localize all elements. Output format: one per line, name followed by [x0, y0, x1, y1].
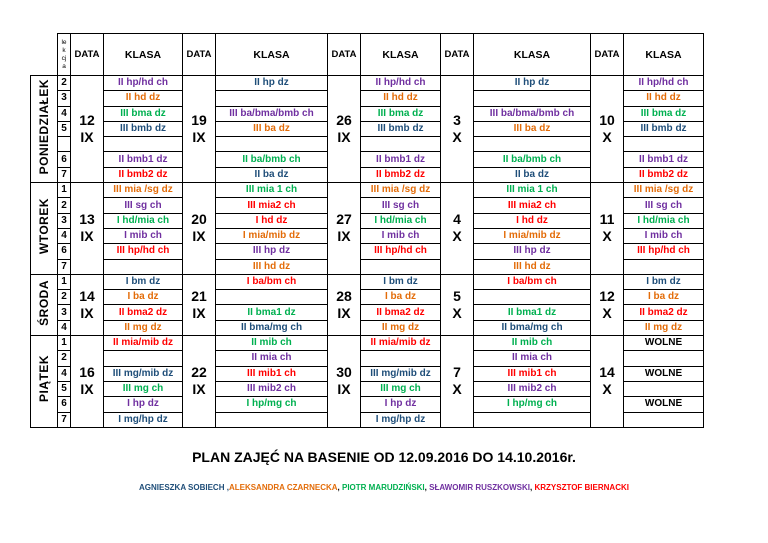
class-cell: I ba/bm ch — [216, 274, 328, 289]
header-data: DATA — [328, 34, 361, 76]
lesson-number: 4 — [58, 228, 71, 243]
day-name: WTOREK — [37, 197, 51, 255]
class-cell: I mia/mib dz — [216, 228, 328, 243]
class-cell: I hd/mia ch — [104, 213, 183, 228]
date-day: 30 — [336, 364, 352, 381]
lesson-number: 2 — [58, 198, 71, 213]
header-data: DATA — [183, 34, 216, 76]
date-day: 14 — [599, 364, 615, 381]
date-month: IX — [337, 129, 351, 146]
class-cell — [216, 91, 328, 106]
class-cell: III mg/mib dz — [104, 366, 183, 381]
class-cell — [104, 351, 183, 366]
class-cell: III hp dz — [474, 244, 591, 259]
class-cell: III bma dz — [104, 106, 183, 121]
class-cell: III ba dz — [216, 121, 328, 136]
class-cell: III hd dz — [216, 259, 328, 274]
class-cell — [361, 259, 441, 274]
date-cell — [591, 336, 624, 428]
class-cell: I hp dz — [361, 397, 441, 412]
class-cell: II mg dz — [361, 320, 441, 335]
date-day: 12 — [79, 112, 95, 129]
class-cell: I ba dz — [104, 290, 183, 305]
class-cell — [624, 259, 704, 274]
date-day: 20 — [191, 211, 207, 228]
class-cell: I hd/mia ch — [624, 213, 704, 228]
class-cell: I ba dz — [624, 290, 704, 305]
header-lekcja-part: k — [62, 47, 66, 54]
class-cell: I mib ch — [361, 228, 441, 243]
class-cell: II hp/hd ch — [104, 76, 183, 91]
header-klasa: KLASA — [624, 34, 704, 76]
date-day: 3 — [453, 112, 461, 129]
class-cell: II bma/mg ch — [216, 320, 328, 335]
class-cell: I mib ch — [104, 228, 183, 243]
date-cell — [441, 336, 474, 428]
date-month: X — [602, 304, 612, 321]
header-klasa: KLASA — [474, 34, 591, 76]
class-cell — [474, 412, 591, 427]
date-day: 7 — [453, 364, 461, 381]
class-cell: II mib ch — [474, 336, 591, 351]
class-cell: III mia /sg dz — [624, 183, 704, 198]
date-cell — [71, 76, 104, 183]
date-cell — [183, 183, 216, 275]
class-cell — [216, 137, 328, 152]
class-cell: WOLNE — [624, 397, 704, 412]
class-cell: III mia /sg dz — [104, 183, 183, 198]
date-day: 21 — [191, 287, 207, 304]
class-cell: II ba/bmb ch — [474, 152, 591, 167]
header-lekcja — [58, 34, 71, 76]
class-cell: II bma2 dz — [104, 305, 183, 320]
class-cell: III mia2 ch — [216, 198, 328, 213]
schedule-row — [31, 336, 704, 351]
date-month: IX — [337, 304, 351, 321]
class-cell: II ba/bmb ch — [216, 152, 328, 167]
class-cell: WOLNE — [624, 366, 704, 381]
class-cell — [624, 351, 704, 366]
date-cell — [328, 336, 361, 428]
date-cell — [183, 274, 216, 335]
class-cell: III ba/bma/bmb ch — [216, 106, 328, 121]
class-cell: II bma2 dz — [624, 305, 704, 320]
class-cell: I ba dz — [361, 290, 441, 305]
class-cell: II bma1 dz — [216, 305, 328, 320]
date-day: 12 — [599, 287, 615, 304]
header-lekcja-part: a — [62, 63, 66, 70]
class-cell: I hp/mg ch — [216, 397, 328, 412]
lesson-number: 6 — [58, 152, 71, 167]
date-month: X — [602, 129, 612, 146]
teacher-name: , — [424, 483, 430, 492]
class-cell: II mg dz — [104, 320, 183, 335]
date-month: IX — [192, 304, 206, 321]
class-cell: I ba/bm ch — [474, 274, 591, 289]
class-cell: I bm dz — [624, 274, 704, 289]
class-cell — [104, 137, 183, 152]
class-cell: III mia 1 ch — [474, 183, 591, 198]
date-day: 10 — [599, 112, 615, 129]
class-cell: II bma2 dz — [361, 305, 441, 320]
class-cell — [361, 351, 441, 366]
date-day: 4 — [453, 211, 461, 228]
lesson-number: 2 — [58, 351, 71, 366]
date-cell — [71, 183, 104, 275]
class-cell — [474, 91, 591, 106]
lesson-number: 4 — [58, 106, 71, 121]
day-label — [31, 274, 58, 335]
class-cell: II bma/mg ch — [474, 320, 591, 335]
date-day: 16 — [79, 364, 95, 381]
class-cell: II bmb2 dz — [104, 167, 183, 182]
date-month: X — [452, 228, 462, 245]
class-cell: III ba/bma/bmb ch — [474, 106, 591, 121]
class-cell: I hd dz — [216, 213, 328, 228]
date-month: IX — [337, 228, 351, 245]
teacher-name: , — [530, 483, 535, 492]
date-cell — [591, 183, 624, 275]
class-cell — [216, 290, 328, 305]
teacher-name: , — [337, 483, 342, 492]
class-cell: III sg ch — [104, 198, 183, 213]
header-lekcja-part: cj — [61, 55, 67, 62]
lesson-number: 1 — [58, 336, 71, 351]
header-corner — [31, 34, 58, 76]
date-month: IX — [337, 381, 351, 398]
class-cell: III mib2 ch — [474, 381, 591, 396]
class-cell: III hp/hd ch — [104, 244, 183, 259]
schedule-table — [30, 33, 704, 428]
class-cell: WOLNE — [624, 336, 704, 351]
lesson-number: 2 — [58, 290, 71, 305]
class-cell: III bma dz — [361, 106, 441, 121]
lesson-number: 3 — [58, 305, 71, 320]
date-cell — [328, 183, 361, 275]
lesson-number: 6 — [58, 244, 71, 259]
lesson-number: 5 — [58, 381, 71, 396]
date-cell — [441, 76, 474, 183]
class-cell: II bmb2 dz — [624, 167, 704, 182]
date-day: 27 — [336, 211, 352, 228]
class-cell: III hd dz — [474, 259, 591, 274]
day-name: PIĄTEK — [37, 355, 51, 403]
date-day: 5 — [453, 287, 461, 304]
class-cell: II ba dz — [474, 167, 591, 182]
teacher-name: AGNIESZKA SOBIECH , — [139, 483, 229, 492]
class-cell: II hd dz — [104, 91, 183, 106]
date-day: 26 — [336, 112, 352, 129]
class-cell: I mg/hp dz — [104, 412, 183, 427]
date-cell — [441, 183, 474, 275]
class-cell: I hp dz — [104, 397, 183, 412]
header-data: DATA — [591, 34, 624, 76]
date-month: IX — [192, 228, 206, 245]
date-cell — [328, 76, 361, 183]
date-day: 13 — [79, 211, 95, 228]
schedule-row — [31, 274, 704, 289]
class-cell: II hp dz — [216, 76, 328, 91]
class-cell: II mia/mib dz — [104, 336, 183, 351]
class-cell: I bm dz — [104, 274, 183, 289]
class-cell: III sg ch — [361, 198, 441, 213]
lesson-number — [58, 137, 71, 152]
class-cell: III bma dz — [624, 106, 704, 121]
date-month: X — [602, 381, 612, 398]
class-cell: III hp dz — [216, 244, 328, 259]
class-cell: I mg/hp dz — [361, 412, 441, 427]
class-cell — [361, 137, 441, 152]
header-data: DATA — [71, 34, 104, 76]
class-cell: III hp/hd ch — [361, 244, 441, 259]
date-cell — [591, 76, 624, 183]
class-cell: III bmb dz — [361, 121, 441, 136]
class-cell: III mg ch — [361, 381, 441, 396]
class-cell — [474, 137, 591, 152]
schedule-row — [31, 183, 704, 198]
class-cell: II hp/hd ch — [361, 76, 441, 91]
lesson-number: 4 — [58, 320, 71, 335]
date-cell — [328, 274, 361, 335]
date-month: IX — [192, 381, 206, 398]
teachers-line — [0, 483, 768, 492]
class-cell: III mg ch — [104, 381, 183, 396]
lesson-number: 5 — [58, 121, 71, 136]
header-klasa: KLASA — [361, 34, 441, 76]
date-month: IX — [192, 129, 206, 146]
class-cell: II hp/hd ch — [624, 76, 704, 91]
class-cell: I hd/mia ch — [361, 213, 441, 228]
class-cell: III mg/mib dz — [361, 366, 441, 381]
date-day: 22 — [191, 364, 207, 381]
lesson-number: 1 — [58, 274, 71, 289]
day-label — [31, 76, 58, 183]
class-cell: II bma1 dz — [474, 305, 591, 320]
class-cell: II hd dz — [624, 91, 704, 106]
class-cell: III mia /sg dz — [361, 183, 441, 198]
date-cell — [71, 274, 104, 335]
date-month: X — [452, 304, 462, 321]
class-cell: I hp/mg ch — [474, 397, 591, 412]
date-month: IX — [80, 129, 94, 146]
date-month: X — [452, 381, 462, 398]
date-day: 11 — [599, 211, 615, 228]
date-cell — [71, 336, 104, 428]
date-cell — [183, 336, 216, 428]
class-cell: I mia/mib dz — [474, 228, 591, 243]
lesson-number: 7 — [58, 412, 71, 427]
page-title: PLAN ZAJĘĆ NA BASENIE OD 12.09.2016 DO 14.10.2016r. — [192, 449, 576, 465]
date-cell — [591, 274, 624, 335]
class-cell: I bm dz — [361, 274, 441, 289]
teacher-name: PIOTR MARUDZIŃSKI — [341, 483, 425, 492]
header-row — [31, 34, 704, 76]
lesson-number: 6 — [58, 397, 71, 412]
header-klasa: KLASA — [104, 34, 183, 76]
class-cell: II hp dz — [474, 76, 591, 91]
lesson-number: 1 — [58, 183, 71, 198]
date-month: IX — [80, 304, 94, 321]
lesson-number: 3 — [58, 91, 71, 106]
class-cell: I mib ch — [624, 228, 704, 243]
date-month: IX — [80, 228, 94, 245]
class-cell: II mia ch — [216, 351, 328, 366]
date-month: X — [452, 129, 462, 146]
class-cell: I hd dz — [474, 213, 591, 228]
class-cell: III mib1 ch — [216, 366, 328, 381]
class-cell: II bmb1 dz — [104, 152, 183, 167]
class-cell: II bmb1 dz — [361, 152, 441, 167]
date-day: 28 — [336, 287, 352, 304]
class-cell — [104, 259, 183, 274]
lesson-number: 3 — [58, 213, 71, 228]
lesson-number: 2 — [58, 76, 71, 91]
class-cell: III mib2 ch — [216, 381, 328, 396]
class-cell: II mg dz — [624, 320, 704, 335]
schedule-row — [31, 76, 704, 91]
class-cell: III mia 1 ch — [216, 183, 328, 198]
lesson-number: 7 — [58, 167, 71, 182]
class-cell: II ba dz — [216, 167, 328, 182]
header-lekcja-part: le — [61, 39, 67, 46]
class-cell: II mia ch — [474, 351, 591, 366]
day-name: PONIEDZIAŁEK — [37, 78, 51, 175]
class-cell: III mia2 ch — [474, 198, 591, 213]
lesson-number: 7 — [58, 259, 71, 274]
class-cell: II mia/mib dz — [361, 336, 441, 351]
date-day: 19 — [191, 112, 207, 129]
date-month: X — [602, 228, 612, 245]
date-day: 14 — [79, 287, 95, 304]
teacher-name: ALEKSANDRA CZARNECKA — [228, 483, 338, 492]
day-label — [31, 183, 58, 275]
class-cell — [624, 381, 704, 396]
class-cell — [624, 137, 704, 152]
class-cell: III hp/hd ch — [624, 244, 704, 259]
class-cell: II mib ch — [216, 336, 328, 351]
lesson-number: 4 — [58, 366, 71, 381]
class-cell: III sg ch — [624, 198, 704, 213]
class-cell: III bmb dz — [104, 121, 183, 136]
teacher-name: SŁAWOMIR RUSZKOWSKI — [429, 483, 530, 492]
date-month: IX — [80, 381, 94, 398]
teacher-name: KRZYSZTOF BIERNACKI — [534, 483, 629, 492]
class-cell: III mib1 ch — [474, 366, 591, 381]
class-cell — [216, 412, 328, 427]
date-cell — [183, 76, 216, 183]
class-cell: II bmb1 dz — [624, 152, 704, 167]
class-cell: II hd dz — [361, 91, 441, 106]
day-name: ŚRODA — [37, 279, 51, 326]
schedule-body — [31, 76, 704, 428]
class-cell: III ba dz — [474, 121, 591, 136]
header-data: DATA — [441, 34, 474, 76]
day-label — [31, 336, 58, 428]
class-cell: II bmb2 dz — [361, 167, 441, 182]
header-klasa: KLASA — [216, 34, 328, 76]
date-cell — [441, 274, 474, 335]
class-cell — [474, 290, 591, 305]
class-cell: III bmb dz — [624, 121, 704, 136]
class-cell — [624, 412, 704, 427]
